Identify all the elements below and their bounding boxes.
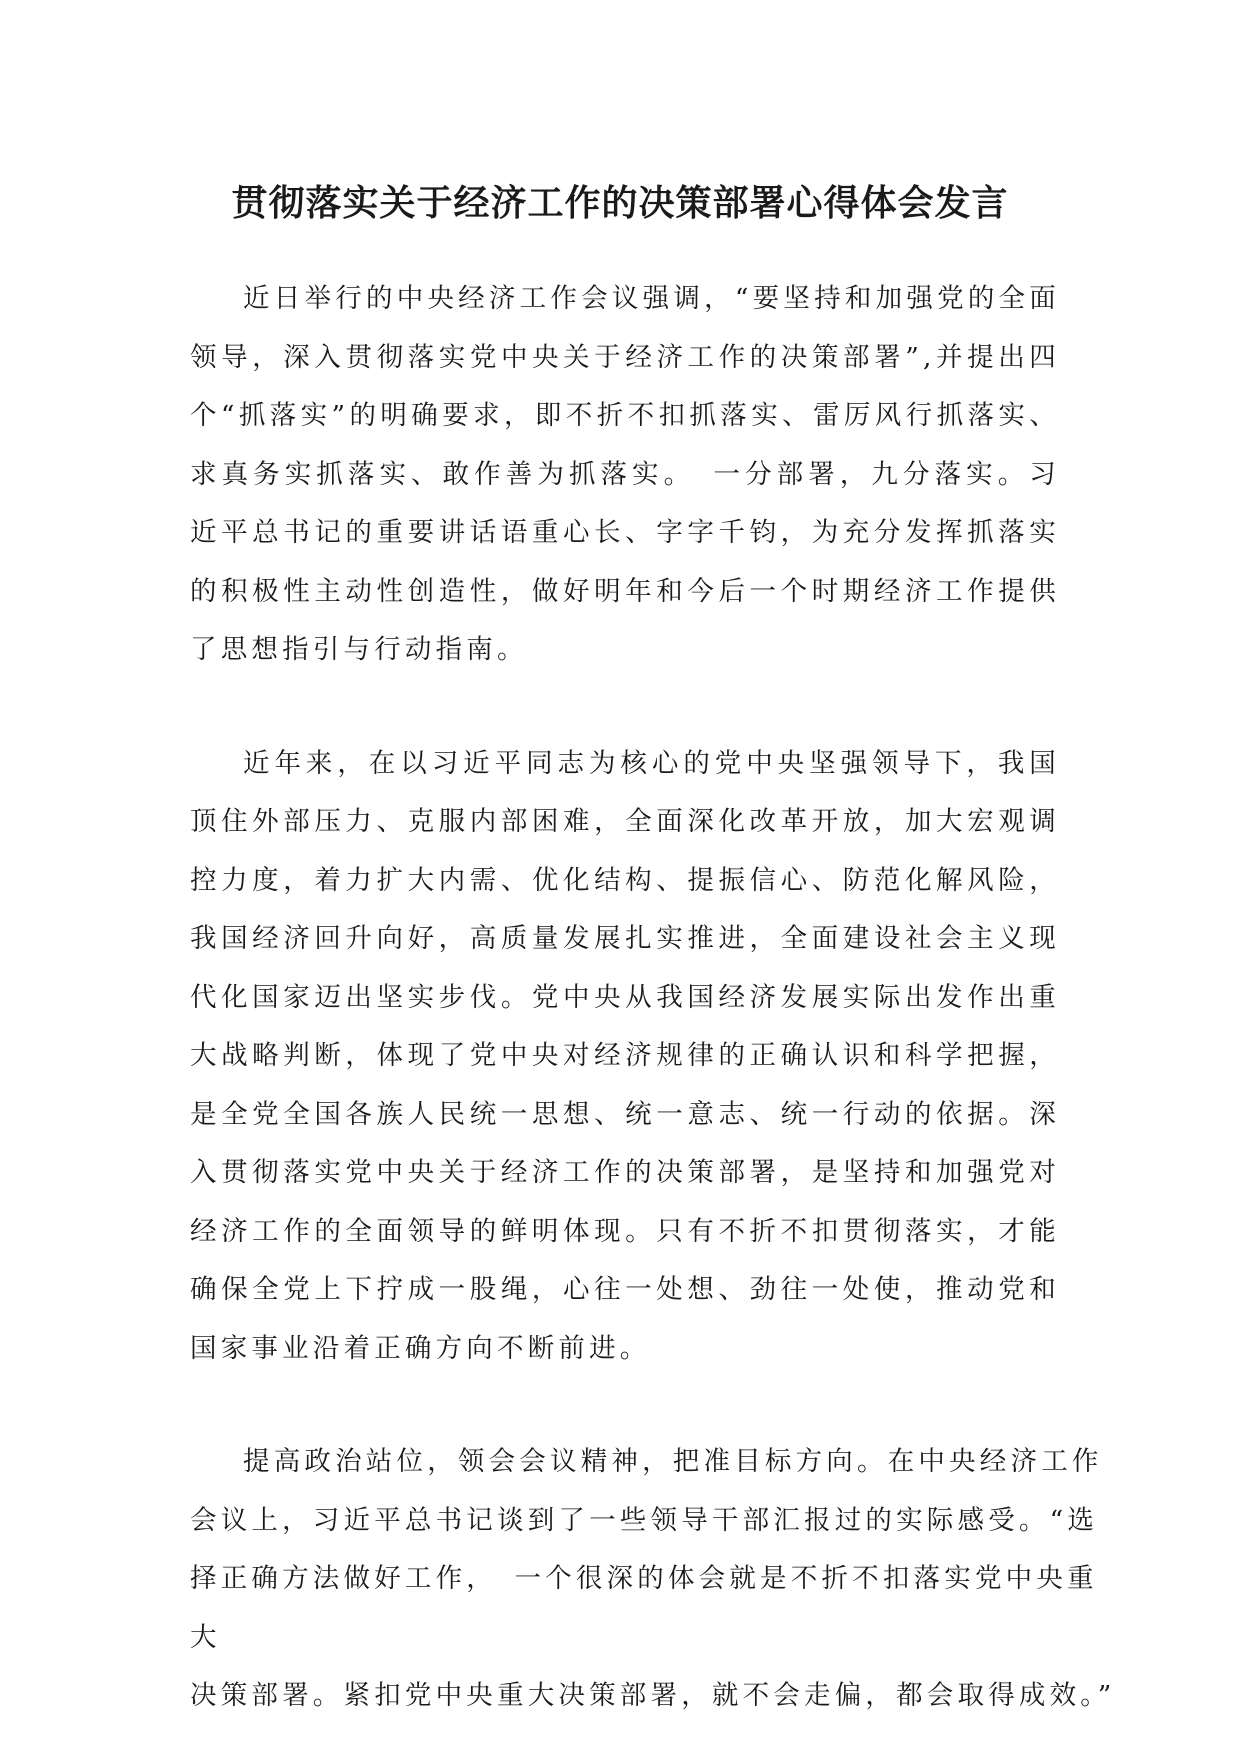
paragraph-3-line-2: 会议上，习近平总书记谈到了一些领导干部汇报过的实际感受。“选 (190, 1504, 1099, 1536)
paragraph-3-line-5: 决策部署。紧扣党中央重大决策部署，就不会走偏，都会取得成效。” (190, 1680, 1116, 1711)
document-title: 贯彻落实关于经济工作的决策部署心得体会发言 (231, 183, 1009, 224)
paragraph-3-line-3: 择正确方法做好工作， 一个很深的体会就是不折不扣落实党中央重 (190, 1563, 1098, 1594)
paragraph-3-line-4: 大 (190, 1621, 221, 1653)
paragraph-2: 近年来，在以习近平同志为核心的党中央坚强领导下，我国顶住外部压力、克服内部困难，全面深化改革开放，加大宏观调控力度，着力扩大内需、优化结构、提振信心、防范化解风险，我国经济回升向好，高质量发展扎实推进，全面建设社会主义现代化国家迈出坚实步伐。党中央从我国经济发展实际出发作出重大战略判断，体现了党中央对经济规律的正确认识和科学把握，是全党全国各族人民统一思想、统一意志、统一行动的依据。深入贯彻落实党中央关于经济工作的决策部署，是坚持和加强党对经济工作的全面领导的鲜明体现。只有不折不扣贯彻落实，才能确保全党上下拧成一股绳，心往一处想、劲往一处使，推动党和国家事业沿着正确方向不断前进。 (190, 747, 1060, 1364)
paragraph-3-line-1: 提高政治站位，领会会议精神，把准目标方向。在中央经济工作 (243, 1446, 1103, 1477)
paragraph-1: 近日举行的中央经济工作会议强调，“要坚持和加强党的全面领导，深入贯彻落实党中央关于经济工作的决策部署”,并提出四个“抓落实”的明确要求，即不折不扣抓落实、雷厉风行抓落实、求真务实抓落实、敢作善为抓落实。 一分部署，九分落实。习近平总书记的重要讲话语重心长、字字千钧，为充分发挥抓落实的积极性主动性创造性，做好明年和今后一个时期经济工作提供了思想指引与行动指南。 (190, 283, 1060, 665)
document-body (190, 270, 1116, 1726)
paragraph-3 (190, 1433, 1116, 1726)
